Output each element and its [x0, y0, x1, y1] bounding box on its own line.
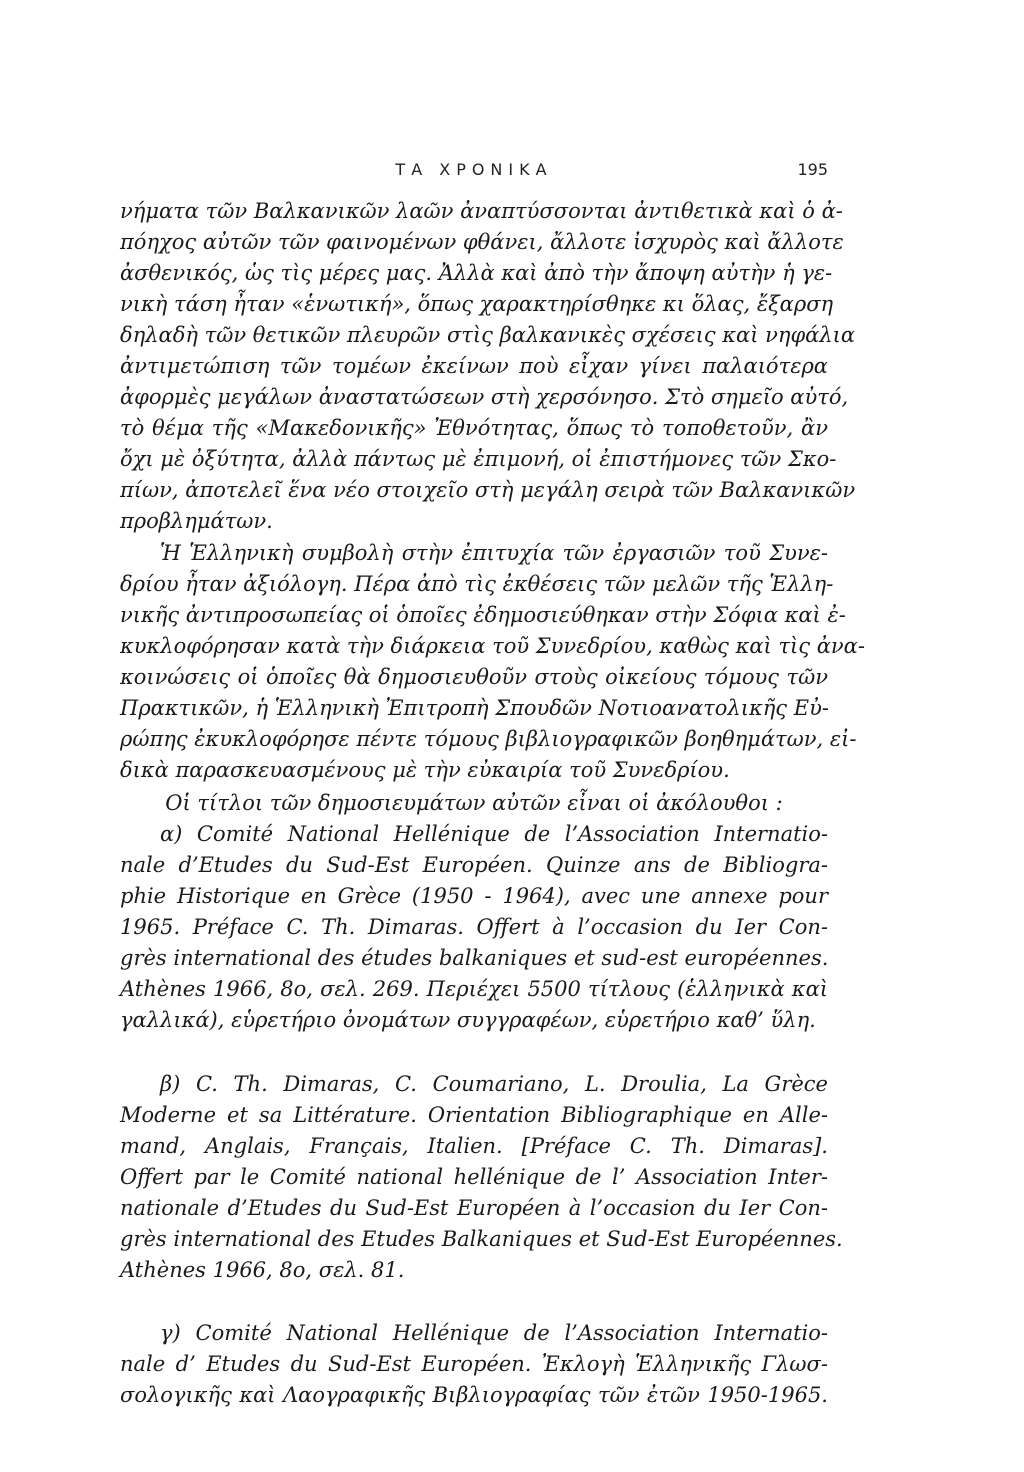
text-line: ρώπης ἐκυκλοφόρησε πέντε τόμους βιβλιογραφικῶν βοηθημάτων, εἰ- — [120, 727, 857, 751]
text-line: nale d’Etudes du Sud-Est Européen. Quinze ans de Bibliogra- — [120, 853, 828, 877]
text-line: Athènes 1966, 8o, σελ. 81. — [120, 1258, 405, 1282]
text-line: ὄχι μὲ ὀξύτητα, ἀλλὰ πάντως μὲ ἐπιμονή, οἱ ἐπιστήμονες τῶν Σκο- — [120, 447, 837, 471]
text-line: ἀφορμὲς μεγάλων ἀναστατώσεων στὴ χερσόνησο. Στὸ σημεῖο αὐτό, — [120, 385, 849, 409]
text-line: κοινώσεις οἱ ὁποῖες θὰ δημοσιευθοῦν στοὺς οἰκείους τόμους τῶν — [120, 665, 828, 689]
text-line: δρίου ἦταν ἀξιόλογη. Πέρα ἀπὸ τὶς ἐκθέσεις τῶν μελῶν τῆς Ἑλλη- — [120, 572, 834, 596]
text-line: σολογικῆς καὶ Λαογραφικῆς Βιβλιογραφίας τῶν ἐτῶν 1950-1965. — [120, 1383, 828, 1407]
text-line: γαλλικά), εὑρετήριο ὀνομάτων συγγραφέων, εὑρετήριο καθ’ ὕλη. — [120, 1008, 816, 1032]
text-line: κυκλοφόρησαν κατὰ τὴν διάρκεια τοῦ Συνεδρίου, καθὼς καὶ τὶς ἀνα- — [120, 634, 865, 658]
text-line: γ) Comité National Hellénique de l’Association Internatio- — [160, 1321, 828, 1345]
text-line: Ἡ Ἑλληνικὴ συμβολὴ στὴν ἐπιτυχία τῶν ἐργασιῶν τοῦ Συνε- — [160, 541, 828, 565]
text-line: nationale d’Etudes du Sud-Est Européen à l’occasion du Ier Con- — [120, 1196, 828, 1220]
paragraph-continuation — [120, 196, 856, 537]
page-header — [120, 160, 828, 184]
text-line: nale d’ Etudes du Sud-Est Européen. Ἐκλογὴ Ἑλληνικῆς Γλωσ- — [120, 1352, 828, 1376]
text-line: phie Historique en Grèce (1950 - 1964), avec une annexe pour — [120, 884, 828, 908]
page-number: 195 — [797, 160, 828, 179]
text-line: grès international des Etudes Balkaniques et Sud-Est Européennes. — [120, 1227, 843, 1251]
text-line: ἀσθενικός, ὡς τὶς μέρες μας. Ἀλλὰ καὶ ἀπὸ τὴν ἄποψη αὐτὴν ἡ γε- — [120, 261, 833, 285]
running-title: ΤΑ ΧΡΟΝΙΚΑ — [395, 160, 553, 179]
text-line: πίων, ἀποτελεῖ ἕνα νέο στοιχεῖο στὴ μεγάλη σειρὰ τῶν Βαλκανικῶν — [120, 478, 856, 502]
text-line: α) Comité National Hellénique de l’Association Internatio- — [160, 822, 828, 846]
text-line: νικὴ τάση ἦταν «ἑνωτική», ὅπως χαρακτηρίσθηκε κι ὅλας, ἔξαρση — [120, 292, 834, 316]
text-line: πόηχος αὐτῶν τῶν φαινομένων φθάνει, ἄλλοτε ἰσχυρὸς καὶ ἄλλοτε — [120, 230, 844, 254]
publication-list-item-g — [120, 1318, 828, 1411]
text-line: β) C. Th. Dimaras, C. Coumariano, L. Droulia, La Grèce — [160, 1072, 828, 1096]
paragraph-greek-contribution — [120, 538, 865, 786]
text-line: δικὰ παρασκευασμένους μὲ τὴν εὐκαιρία τοῦ Συνεδρίου. — [120, 758, 730, 782]
publication-list-item-a — [120, 788, 828, 1036]
text-line: 1965. Préface C. Th. Dimaras. Offert à l’occasion du Ier Con- — [120, 915, 828, 939]
text-line: grès international des études balkaniques et sud-est européennes. — [120, 946, 829, 970]
text-line: ἀντιμετώπιση τῶν τομέων ἐκείνων ποὺ εἶχαν γίνει παλαιότερα — [120, 354, 828, 378]
text-line: νικῆς ἀντιπροσωπείας οἱ ὁποῖες ἐδημοσιεύθηκαν στὴν Σόφια καὶ ἐ- — [120, 603, 846, 627]
list-intro-line: Οἱ τίτλοι τῶν δημοσιευμάτων αὐτῶν εἶναι οἱ ἀκόλουθοι : — [165, 791, 783, 815]
text-line: Moderne et sa Littérature. Orientation Bibliographique en Alle- — [120, 1103, 828, 1127]
publication-list-item-b — [120, 1069, 843, 1286]
text-line: τὸ θέμα τῆς «Μακεδονικῆς» Ἐθνότητας, ὅπως τὸ τοποθετοῦν, ἂν — [120, 416, 828, 440]
text-line: mand, Anglais, Français, Italien. [Préface C. Th. Dimaras]. — [120, 1134, 828, 1158]
text-line: νήματα τῶν Βαλκανικῶν λαῶν ἀναπτύσσονται ἀντιθετικὰ καὶ ὁ ἀ- — [120, 199, 843, 223]
text-line: δηλαδὴ τῶν θετικῶν πλευρῶν στὶς βαλκανικὲς σχέσεις καὶ νηφάλια — [120, 323, 856, 347]
text-line: Athènes 1966, 8o, σελ. 269. Περιέχει 5500 τίτλους (ἑλληνικὰ καὶ — [120, 977, 828, 1001]
text-line: προβλημάτων. — [120, 509, 273, 533]
text-line: Offert par le Comité national hellénique de l’ Association Inter- — [120, 1165, 828, 1189]
text-line: Πρακτικῶν, ἡ Ἑλληνικὴ Ἐπιτροπὴ Σπουδῶν Νοτιοανατολικῆς Εὐ- — [120, 696, 829, 720]
